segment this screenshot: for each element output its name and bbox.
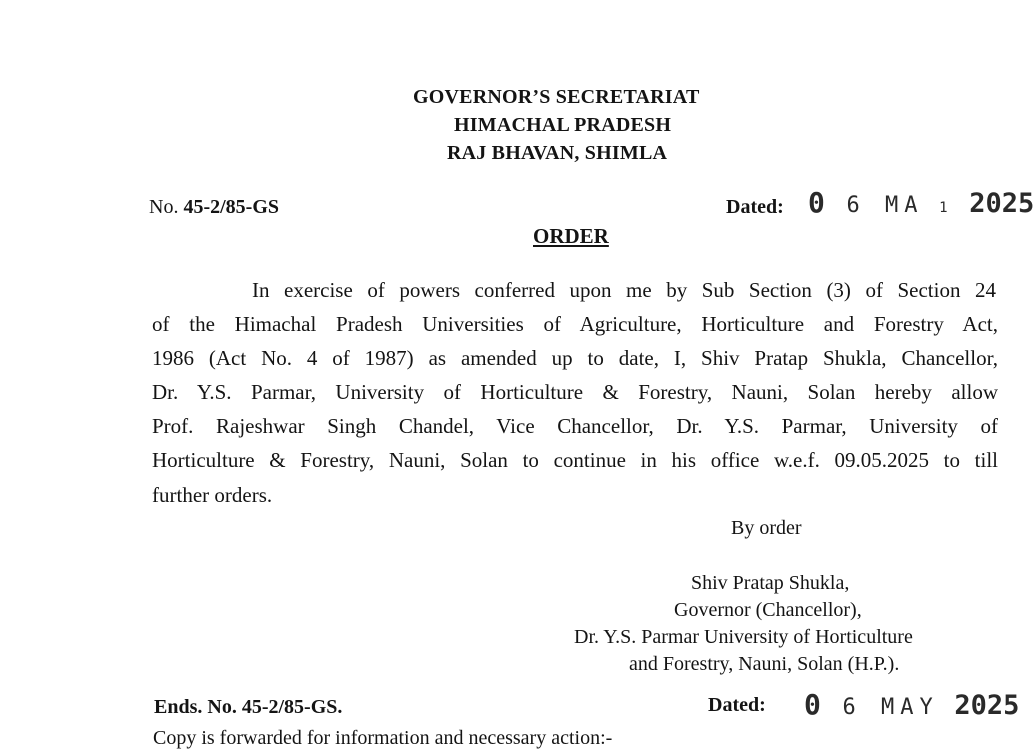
order-title: ORDER (533, 224, 609, 248)
endorsement-date-stamp (804, 688, 1019, 721)
body-line: of the Himachal Pradesh Universities of Agriculture, Horticulture and Forestry Act, (152, 312, 998, 336)
reference-value: 45-2/85-GS (183, 196, 280, 218)
reference-number (149, 196, 279, 219)
date-stamp-year: 2025 (969, 188, 1034, 219)
signatory-org-line-2: and Forestry, Nauni, Solan (H.P.). (629, 653, 900, 675)
by-order: By order (731, 517, 802, 539)
body-line: Prof. Rajeshwar Singh Chandel, Vice Chancellor, Dr. Y.S. Parmar, University of (152, 414, 998, 438)
signatory-name: Shiv Pratap Shukla, (691, 572, 850, 594)
endorsement-stamp-year: 2025 (954, 690, 1020, 721)
reference-prefix: No. (149, 196, 179, 218)
body-line: further orders. (152, 483, 273, 507)
endorsement-dated-label: Dated: (708, 694, 766, 716)
date-stamp (808, 186, 1034, 219)
date-stamp-mid: 1 (939, 200, 954, 216)
endorsement-stamp-month: 6 MAY (842, 695, 939, 720)
date-stamp-day: 0 (808, 186, 831, 219)
dated-label: Dated: (726, 196, 784, 218)
signatory-title: Governor (Chancellor), (674, 599, 862, 621)
copy-forwarded-line: Copy is forwarded for information and necessary action:- (153, 727, 613, 749)
header-line-3: RAJ BHAVAN, SHIMLA (447, 142, 668, 164)
header-line-2: HIMACHAL PRADESH (454, 114, 672, 136)
body-line: In exercise of powers conferred upon me by Sub Section (3) of Section 24 (252, 278, 996, 302)
endorsement-stamp-day: 0 (804, 688, 827, 721)
body-line: 1986 (Act No. 4 of 1987) as amended up to date, I, Shiv Pratap Shukla, Chancellor, (152, 346, 998, 370)
body-line: Horticulture & Forestry, Nauni, Solan to continue in his office w.e.f. 09.05.2025 to till (152, 448, 998, 472)
body-line: Dr. Y.S. Parmar, University of Horticulture & Forestry, Nauni, Solan hereby allow (152, 380, 998, 404)
header-line-1: GOVERNOR’S SECRETARIAT (413, 86, 700, 108)
signatory-org-line-1: Dr. Y.S. Parmar University of Horticulture (574, 626, 913, 648)
endorsement-number: Ends. No. 45-2/85-GS. (154, 696, 343, 718)
date-stamp-month: 6 MA (846, 193, 924, 218)
